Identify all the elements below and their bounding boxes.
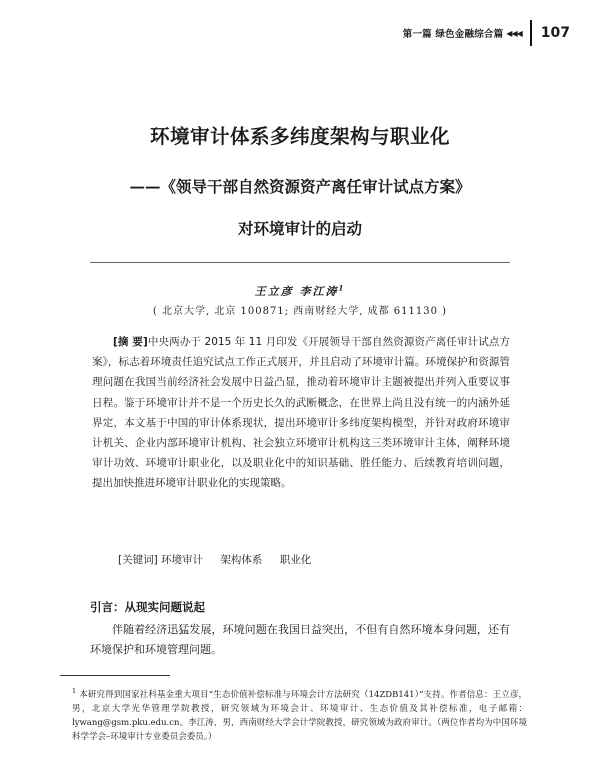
article-subtitle-line-2: 对环境审计的启动 — [237, 219, 362, 238]
intro-heading: 引言：从现实问题说起 — [90, 600, 205, 614]
keywords — [118, 552, 518, 567]
intro-paragraph: 伴随着经济迅猛发展，环境问题在我国日益突出，不但有自然环境本身问题，还有环境保护和环境管理问题。 — [90, 623, 510, 656]
triple-arrow-icon: ◀◀◀ — [506, 28, 522, 38]
footnote-text: 本研究得到国家社科基金重大项目“生态价值补偿标准与环境会计方法研究（14ZDB141）”支持。作者信息：王立彦，男，北京大学光华管理学院教授，研究领域为环境会计、环境审计、生态价值及其补偿标准，电子邮箱：lywang@gsm.pku.edu.cn。李江涛，男，西南财经大学会计学院教授，研究领域为政府审计。（两位作者均为中国环境科学学会–环境审计专业委员会委员。） — [72, 689, 527, 743]
footnote-separator — [60, 675, 170, 676]
page-number: 107 — [540, 25, 570, 41]
title-separator — [90, 262, 510, 263]
keyword-item: 架构体系 — [220, 554, 263, 566]
keyword-item: 环境审计 — [161, 554, 204, 566]
footnote-mark: 1 — [72, 687, 77, 695]
affiliation: ( 北京大学, 北京 100871; 西南财经大学, 成都 611130 ) — [152, 306, 448, 317]
keywords-label: [关键词] — [118, 554, 158, 566]
author-line — [0, 283, 600, 299]
running-title: 第一篇 绿色金融综合篇 — [402, 29, 504, 40]
article-subtitle-line-1: ——《领导干部自然资源资产离任审计试点方案》 — [129, 177, 471, 196]
footnote — [72, 684, 527, 745]
running-header — [403, 22, 570, 44]
keyword-item: 职业化 — [279, 554, 312, 566]
abstract — [92, 332, 510, 494]
abstract-text: 中央两办于 2015 年 11 月印发《开展领导干部自然资源资产离任审计试点方案》，标志着环境责任追究试点工作正式展开，并且启动了环境审计篇。环境保护和资源管理问题在我国当前经济社会发展中日益凸显，推动着环境审计主题被提出并列入重要议事日程。鉴于环境审计并不是一个历史长久的武断概念，在世界上尚且没有统一的内涵外延界定，本文基于中国的审计体系现状，提出环境审计多纬度架构模型，并针对政府环境审计机关、企业内部环境审计机构、社会独立环境审计机构这三类环境审计主体，阐释环境审计功效、环境审计职业化，以及职业化中的知识基础、胜任能力、后续教育培训问题，提出加快推进环境审计职业化的实现策略。 — [92, 336, 510, 490]
article-title: 环境审计体系多纬度架构与职业化 — [149, 125, 450, 148]
abstract-label: [摘 要] — [113, 336, 148, 348]
header-divider — [530, 20, 532, 46]
author-footnote-mark: 1 — [338, 283, 346, 293]
authors: 王立彦 李江涛 — [254, 285, 339, 298]
